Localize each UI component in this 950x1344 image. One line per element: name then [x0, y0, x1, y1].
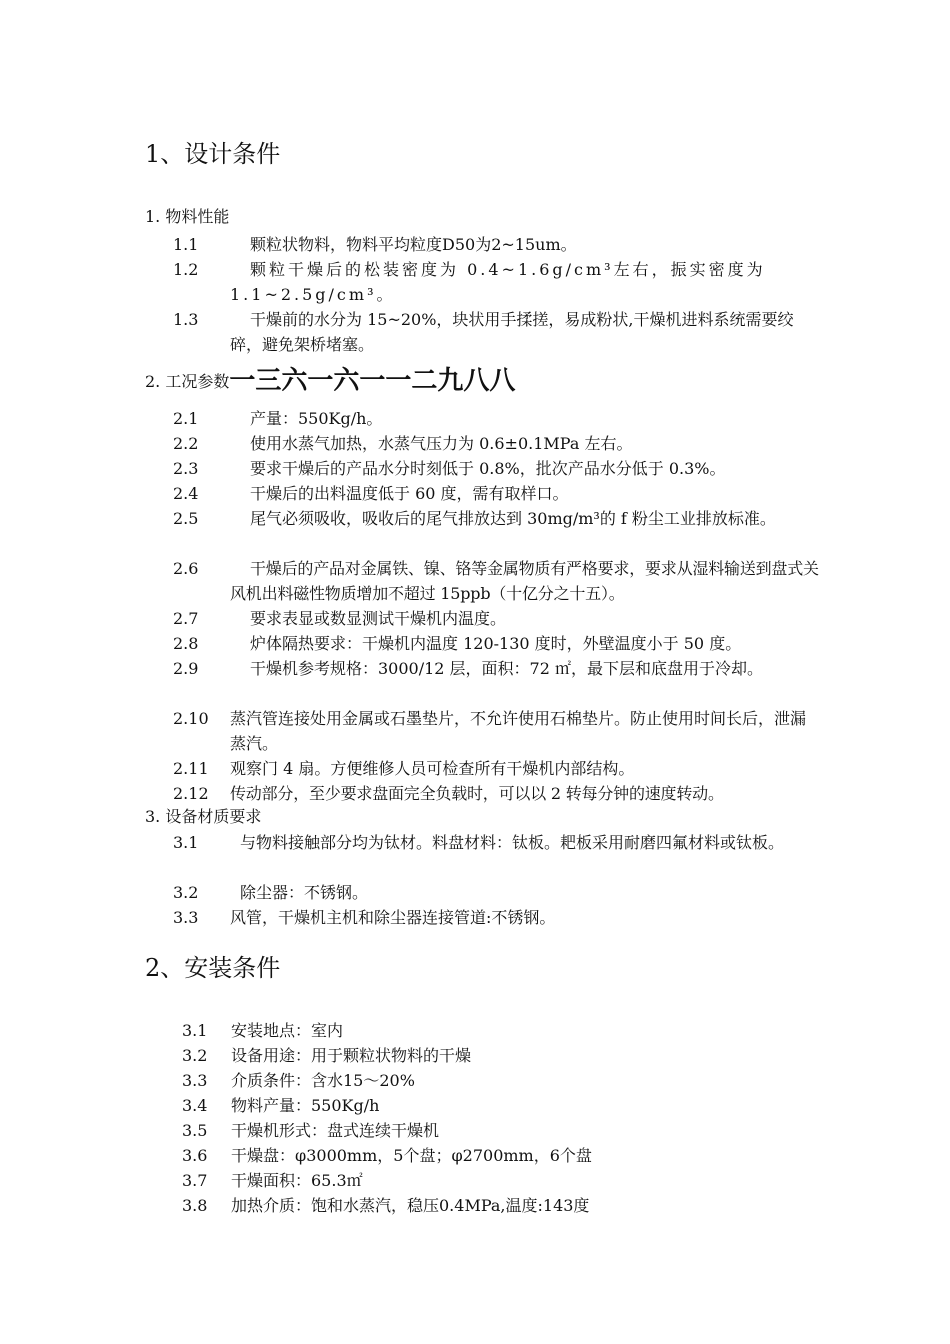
item-number: 2.8 — [173, 634, 199, 653]
item-number: 3.2 — [173, 883, 199, 902]
list-item — [182, 1045, 471, 1067]
item-number: 2.12 — [173, 784, 209, 803]
item-number: 2.10 — [173, 709, 209, 728]
item-number: 2.11 — [173, 759, 209, 778]
item-number: 2.7 — [173, 609, 199, 628]
item-text: 干燥后的出料温度低于 60 度，需有取样口。 — [250, 484, 569, 503]
item-number: 1.3 — [173, 310, 199, 329]
item-number: 3.4 — [182, 1096, 208, 1115]
item-text: 炉体隔热要求：干燥机内温度 120-130 度时，外壁温度小于 50 度。 — [250, 634, 742, 653]
item-text: 颗粒状物料，物料平均粒度D50为2~15um。 — [250, 235, 577, 254]
subsection-material-properties-title: 1. 物料性能 — [145, 207, 230, 226]
item-text: 干燥面积：65.3㎡ — [231, 1171, 363, 1190]
list-item — [182, 1145, 592, 1167]
list-item — [173, 706, 818, 756]
item-number: 2.2 — [173, 434, 199, 453]
item-text: 干燥后的产品对金属铁、镍、铬等金属物质有严格要求，要求从湿料输送到盘式关风机出料磁性物质增加不超过 15ppb（十亿分之十五）。 — [230, 559, 819, 603]
section-2-heading: 2、安装条件 — [145, 954, 281, 982]
subsection-operating-parameters-title — [145, 366, 516, 396]
item-number: 2.4 — [173, 484, 199, 503]
item-number: 3.8 — [182, 1196, 208, 1215]
item-text: 干燥机形式：盘式连续干燥机 — [231, 1121, 440, 1140]
item-text: 观察门 4 扇。方便维修人员可检查所有干燥机内部结构。 — [230, 759, 635, 778]
list-item — [173, 232, 818, 257]
list-item — [173, 556, 833, 606]
list-item — [173, 606, 818, 631]
item-text: 干燥前的水分为 15~20%，块状用手揉搓，易成粉状,干燥机进料系统需要绞碎，避免架桥堵塞。 — [230, 310, 794, 354]
item-text: 除尘器：不锈钢。 — [240, 883, 369, 902]
item-text: 干燥盘：φ3000mm，5个盘；φ2700mm，6个盘 — [231, 1146, 592, 1165]
item-text: 风管，干燥机主机和除尘器连接管道:不锈钢。 — [230, 908, 556, 927]
list-item — [173, 307, 818, 357]
list-item — [173, 431, 818, 456]
list-item — [182, 1095, 379, 1117]
item-number: 3.3 — [173, 908, 199, 927]
item-number: 3.1 — [182, 1021, 208, 1040]
list-item — [182, 1195, 589, 1217]
item-text: 要求表显或数显测试干燥机内温度。 — [250, 609, 507, 628]
item-number: 2.1 — [173, 409, 199, 428]
list-item — [173, 456, 818, 481]
list-item — [173, 880, 818, 905]
item-text: 安装地点：室内 — [231, 1021, 344, 1040]
list-item — [173, 656, 818, 681]
list-item — [182, 1020, 343, 1042]
item-number: 2.5 — [173, 509, 199, 528]
item-number: 3.3 — [182, 1071, 208, 1090]
item-number: 2.6 — [173, 559, 199, 578]
list-item — [173, 257, 818, 307]
list-item — [173, 905, 818, 930]
list-item — [182, 1070, 415, 1092]
list-item — [173, 631, 818, 656]
item-number: 2.9 — [173, 659, 199, 678]
item-text: 干燥机参考规格：3000/12 层，面积：72 ㎡，最下层和底盘用于冷却。 — [250, 659, 764, 678]
item-number: 3.2 — [182, 1046, 208, 1065]
item-text: 使用水蒸气加热，水蒸气压力为 0.6±0.1MPa 左右。 — [250, 434, 633, 453]
subsection-title-suffix: 一三六一六一一二九八八 — [229, 366, 516, 396]
item-number: 3.7 — [182, 1171, 208, 1190]
item-text: 与物料接触部分均为钛材。料盘材料：钛板。耙板采用耐磨四氟材料或钛板。 — [240, 833, 785, 852]
item-number: 1.1 — [173, 235, 199, 254]
list-item — [173, 406, 818, 431]
item-text: 介质条件：含水15～20% — [231, 1071, 415, 1090]
item-text: 要求干燥后的产品水分时刻低于 0.8%，批次产品水分低于 0.3%。 — [250, 459, 726, 478]
list-item — [182, 1170, 363, 1192]
section-1-heading: 1、设计条件 — [145, 140, 281, 168]
item-text: 加热介质：饱和水蒸汽，稳压0.4MPa,温度:143度 — [231, 1196, 590, 1215]
item-text: 物料产量：550Kg/h — [231, 1096, 380, 1115]
list-item — [182, 1120, 439, 1142]
subsection-material-requirements-title: 3. 设备材质要求 — [145, 807, 262, 826]
item-text: 蒸汽管连接处用金属或石墨垫片，不允许使用石棉垫片。防止使用时间长后，泄漏蒸汽。 — [230, 709, 807, 753]
item-text: 颗粒干燥后的松装密度为 0.4~1.6g/cm³左右，振实密度为1.1~2.5g/cm³。 — [230, 260, 766, 304]
item-text: 传动部分，至少要求盘面完全负载时，可以以 2 转每分钟的速度转动。 — [230, 784, 724, 803]
item-number: 3.6 — [182, 1146, 208, 1165]
item-number: 1.2 — [173, 260, 199, 279]
item-text: 尾气必须吸收，吸收后的尾气排放达到 30mg/m³的 f 粉尘工业排放标准。 — [250, 509, 776, 528]
item-number: 2.3 — [173, 459, 199, 478]
item-text: 产量：550Kg/h。 — [250, 409, 383, 428]
subsection-title-text: 2. 工况参数 — [145, 372, 230, 391]
list-item — [173, 481, 818, 506]
list-item — [173, 781, 833, 806]
list-item — [173, 830, 818, 855]
item-number: 3.1 — [173, 833, 199, 852]
item-number: 3.5 — [182, 1121, 208, 1140]
list-item — [173, 506, 818, 531]
list-item — [173, 756, 818, 781]
item-text: 设备用途：用于颗粒状物料的干燥 — [231, 1046, 472, 1065]
